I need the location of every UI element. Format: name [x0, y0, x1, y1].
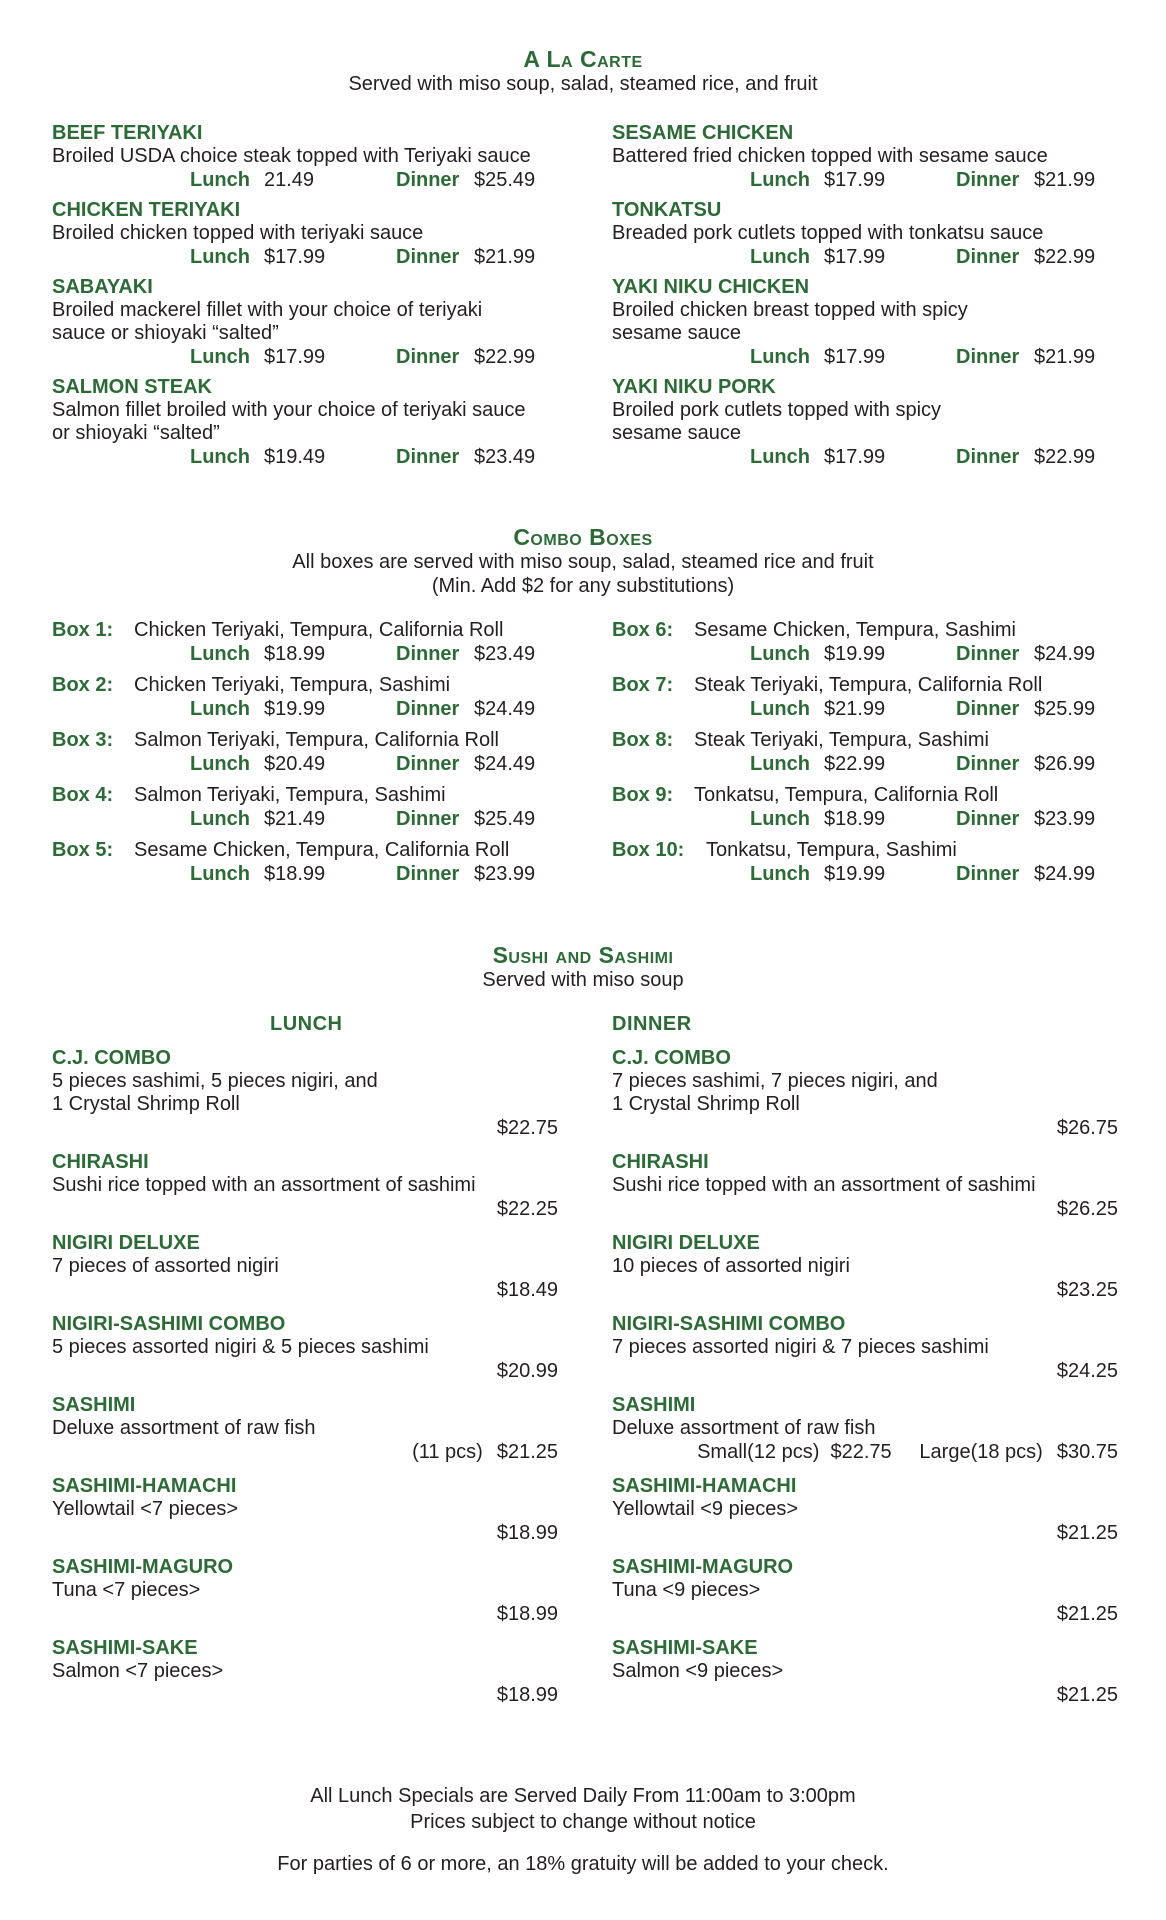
- lunch-price: 21.49: [264, 169, 315, 191]
- lunch-label: Lunch: [190, 446, 250, 468]
- price-row: [612, 697, 1132, 721]
- dinner-label: Dinner: [956, 446, 1020, 468]
- dinner-price: $23.49: [474, 446, 536, 468]
- price-row: [612, 862, 1132, 886]
- box-number: Box 7:: [612, 674, 674, 696]
- price-row: [52, 642, 572, 666]
- dinner-price: $23.99: [474, 863, 536, 885]
- item-name: TONKATSU: [612, 199, 722, 221]
- price-note: Small(12 pcs) $22.75 Large(18 pcs): [697, 1441, 1043, 1463]
- price-row: [52, 862, 572, 886]
- sushi-lunch-column: [52, 1012, 558, 1717]
- item-description: 7 pieces assorted nigiri & 7 pieces sashimi: [612, 1336, 989, 1358]
- lunch-price: $18.99: [264, 863, 326, 885]
- lunch-price: $18.99: [264, 643, 326, 665]
- lunch-label: Lunch: [750, 808, 810, 830]
- lunch-price: $19.49: [264, 446, 326, 468]
- item-description: or shioyaki “salted”: [52, 422, 220, 444]
- dinner-label: Dinner: [396, 863, 460, 885]
- sushi-item: [612, 1046, 1118, 1140]
- sushi-item: [52, 1150, 558, 1221]
- item-description: Tuna <9 pieces>: [612, 1579, 761, 1601]
- item-description: sesame sauce: [612, 322, 741, 344]
- combo-box-line: [52, 783, 572, 807]
- item-name: NIGIRI DELUXE: [612, 1232, 760, 1254]
- dinner-price: $25.49: [474, 808, 536, 830]
- dinner-price: $26.99: [1034, 753, 1096, 775]
- combo-right-column: [612, 618, 1132, 893]
- price-row: [612, 168, 1132, 192]
- item-description: Sushi rice topped with an assortment of sashimi: [52, 1174, 476, 1196]
- dinner-label: Dinner: [396, 246, 460, 268]
- dinner-price: $25.49: [474, 169, 536, 191]
- lunch-price: $19.99: [824, 643, 886, 665]
- combo-box-item: [612, 838, 1132, 886]
- lunch-price: $21.49: [264, 808, 326, 830]
- price-row: [52, 168, 572, 192]
- sushi-item: [612, 1231, 1118, 1302]
- gratuity-note: For parties of 6 or more, an 18% gratuity will be added to your check.: [277, 1853, 889, 1875]
- item-name: YAKI NIKU PORK: [612, 376, 776, 398]
- menu-item: [612, 198, 1132, 269]
- box-number: Box 5:: [52, 839, 114, 861]
- item-description: Salmon <7 pieces>: [52, 1660, 224, 1682]
- lunch-label: Lunch: [190, 643, 250, 665]
- dinner-label: Dinner: [956, 246, 1020, 268]
- combo-box-item: [52, 838, 572, 886]
- sushi-item: [52, 1231, 558, 1302]
- dinner-label: Dinner: [396, 169, 460, 191]
- sushi-item: [612, 1636, 1118, 1707]
- box-description: Tonkatsu, Tempura, Sashimi: [706, 839, 957, 861]
- item-description: Deluxe assortment of raw fish: [612, 1417, 876, 1439]
- item-name: CHICKEN TERIYAKI: [52, 199, 241, 221]
- item-name: SALMON STEAK: [52, 376, 212, 398]
- dinner-price: $22.99: [1034, 446, 1096, 468]
- sushi-sashimi-subtitle: Served with miso soup: [482, 969, 684, 991]
- price-row: [612, 807, 1132, 831]
- item-name: C.J. COMBO: [52, 1047, 171, 1069]
- price-row: [52, 1197, 558, 1221]
- item-name: YAKI NIKU CHICKEN: [612, 276, 810, 298]
- item-description: Broiled USDA choice steak topped with Teriyaki sauce: [52, 145, 531, 167]
- a-la-carte-left-column: [52, 121, 572, 475]
- item-description: Broiled mackerel fillet with your choice of teriyaki: [52, 299, 483, 321]
- lunch-label: Lunch: [190, 698, 250, 720]
- item-description: Sushi rice topped with an assortment of sashimi: [612, 1174, 1036, 1196]
- item-description: Yellowtail <9 pieces>: [612, 1498, 799, 1520]
- item-description: sauce or shioyaki “salted”: [52, 322, 279, 344]
- item-price: $24.25: [1056, 1360, 1118, 1382]
- item-name: SABAYAKI: [52, 276, 153, 298]
- lunch-label: Lunch: [190, 808, 250, 830]
- combo-box-line: [52, 673, 572, 697]
- sushi-item: [52, 1046, 558, 1140]
- price-row: [52, 697, 572, 721]
- lunch-price: $17.99: [824, 169, 886, 191]
- dinner-label: Dinner: [956, 346, 1020, 368]
- price-row: [612, 752, 1132, 776]
- menu-item: [612, 121, 1132, 192]
- box-number: Box 3:: [52, 729, 114, 751]
- item-name: SASHIMI-MAGURO: [612, 1556, 794, 1578]
- price-row: [52, 1521, 558, 1545]
- item-price: $22.25: [496, 1198, 558, 1220]
- price-row: [612, 345, 1132, 369]
- item-name: CHIRASHI: [612, 1151, 709, 1173]
- price-row: [52, 445, 572, 469]
- item-price: $18.99: [496, 1684, 558, 1706]
- combo-box-item: [612, 618, 1132, 666]
- dinner-label: Dinner: [396, 808, 460, 830]
- item-description: 1 Crystal Shrimp Roll: [612, 1093, 800, 1115]
- lunch-label: Lunch: [190, 346, 250, 368]
- lunch-label: Lunch: [190, 863, 250, 885]
- box-description: Steak Teriyaki, Tempura, Sashimi: [694, 729, 989, 751]
- item-description: 7 pieces sashimi, 7 pieces nigiri, and: [612, 1070, 938, 1092]
- item-price: $30.75: [1056, 1441, 1118, 1463]
- lunch-label: Lunch: [750, 446, 810, 468]
- combo-box-line: [52, 618, 572, 642]
- sushi-item: [612, 1555, 1118, 1626]
- dinner-label: Dinner: [396, 643, 460, 665]
- sushi-item: [52, 1474, 558, 1545]
- item-name: SESAME CHICKEN: [612, 122, 794, 144]
- item-name: SASHIMI: [612, 1394, 696, 1416]
- menu-item: [52, 121, 572, 192]
- item-description: Salmon fillet broiled with your choice of teriyaki sauce: [52, 399, 526, 421]
- item-name: CHIRASHI: [52, 1151, 149, 1173]
- item-description: Broiled chicken topped with teriyaki sauce: [52, 222, 424, 244]
- combo-box-item: [612, 728, 1132, 776]
- item-description: 10 pieces of assorted nigiri: [612, 1255, 850, 1277]
- item-price: $23.25: [1056, 1279, 1118, 1301]
- item-description: Broiled pork cutlets topped with spicy: [612, 399, 942, 421]
- lunch-price: $22.99: [824, 753, 886, 775]
- price-row: [612, 1278, 1118, 1302]
- item-description: sesame sauce: [612, 422, 741, 444]
- dinner-label: Dinner: [956, 169, 1020, 191]
- combo-left-column: [52, 618, 572, 893]
- lunch-label: Lunch: [190, 169, 250, 191]
- lunch-label: Lunch: [750, 169, 810, 191]
- lunch-label: Lunch: [750, 698, 810, 720]
- price-row: [612, 642, 1132, 666]
- item-description: Deluxe assortment of raw fish: [52, 1417, 316, 1439]
- price-row: [612, 1440, 1118, 1464]
- box-description: Tonkatsu, Tempura, California Roll: [694, 784, 999, 806]
- menu-item: [52, 198, 572, 269]
- combo-box-line: [612, 728, 1132, 752]
- lunch-price: $19.99: [264, 698, 326, 720]
- dinner-label: Dinner: [396, 753, 460, 775]
- item-price: $21.25: [1056, 1684, 1118, 1706]
- price-row: [612, 1359, 1118, 1383]
- item-price: $18.99: [496, 1522, 558, 1544]
- item-name: SASHIMI-SAKE: [612, 1637, 758, 1659]
- item-name: SASHIMI-HAMACHI: [52, 1475, 237, 1497]
- item-name: NIGIRI DELUXE: [52, 1232, 200, 1254]
- item-price: $22.75: [496, 1117, 558, 1139]
- price-row: [52, 345, 572, 369]
- box-description: Steak Teriyaki, Tempura, California Roll: [694, 674, 1043, 696]
- combo-boxes-title: Combo Boxes: [513, 524, 653, 550]
- lunch-price: $17.99: [264, 246, 326, 268]
- sushi-item: [612, 1393, 1118, 1464]
- item-price: $26.75: [1056, 1117, 1118, 1139]
- item-price: $26.25: [1056, 1198, 1118, 1220]
- dinner-heading: DINNER: [612, 1013, 692, 1035]
- price-row: [612, 1683, 1118, 1707]
- dinner-label: Dinner: [956, 698, 1020, 720]
- dinner-price: $24.99: [1034, 863, 1096, 885]
- lunch-label: Lunch: [750, 246, 810, 268]
- price-row: [52, 1602, 558, 1626]
- sushi-item: [52, 1393, 558, 1464]
- lunch-heading: LUNCH: [270, 1013, 343, 1035]
- lunch-label: Lunch: [750, 863, 810, 885]
- price-row: [52, 1683, 558, 1707]
- lunch-label: Lunch: [750, 753, 810, 775]
- dinner-label: Dinner: [396, 446, 460, 468]
- lunch-price: $17.99: [264, 346, 326, 368]
- price-row: [612, 1116, 1118, 1140]
- dinner-price: $22.99: [1034, 246, 1096, 268]
- item-description: Battered fried chicken topped with sesame sauce: [612, 145, 1048, 167]
- item-name: SASHIMI-MAGURO: [52, 1556, 234, 1578]
- a-la-carte-right-column: [612, 121, 1132, 475]
- box-number: Box 8:: [612, 729, 674, 751]
- item-name: SASHIMI-HAMACHI: [612, 1475, 797, 1497]
- sushi-dinner-column: [612, 1012, 1118, 1717]
- price-row: [52, 1278, 558, 1302]
- box-number: Box 10:: [612, 839, 685, 861]
- lunch-price: $20.49: [264, 753, 326, 775]
- combo-box-line: [52, 838, 572, 862]
- item-description: Tuna <7 pieces>: [52, 1579, 201, 1601]
- lunch-label: Lunch: [190, 246, 250, 268]
- price-row: [52, 1359, 558, 1383]
- a-la-carte-title: A La Carte: [523, 46, 643, 72]
- combo-box-item: [52, 673, 572, 721]
- price-row: [612, 245, 1132, 269]
- combo-box-item: [52, 618, 572, 666]
- item-name: NIGIRI-SASHIMI COMBO: [52, 1313, 286, 1335]
- price-row: [52, 807, 572, 831]
- lunch-label: Lunch: [190, 753, 250, 775]
- combo-box-line: [612, 783, 1132, 807]
- price-row: [612, 1197, 1118, 1221]
- item-description: 7 pieces of assorted nigiri: [52, 1255, 279, 1277]
- price-row: [52, 245, 572, 269]
- item-description: 5 pieces sashimi, 5 pieces nigiri, and: [52, 1070, 378, 1092]
- sushi-item: [612, 1474, 1118, 1545]
- box-description: Chicken Teriyaki, Tempura, California Roll: [134, 619, 504, 641]
- combo-box-line: [612, 618, 1132, 642]
- combo-box-item: [612, 673, 1132, 721]
- lunch-hours-note: All Lunch Specials are Served Daily From 11:00am to 3:00pm: [310, 1785, 856, 1807]
- combo-box-item: [612, 783, 1132, 831]
- item-price: $20.99: [496, 1360, 558, 1382]
- dinner-price: $22.99: [474, 346, 536, 368]
- box-number: Box 4:: [52, 784, 114, 806]
- lunch-label: Lunch: [750, 346, 810, 368]
- item-price: $18.49: [496, 1279, 558, 1301]
- menu-item: [52, 275, 572, 369]
- item-description: 5 pieces assorted nigiri & 5 pieces sashimi: [52, 1336, 429, 1358]
- price-note: (11 pcs): [412, 1441, 483, 1463]
- dinner-label: Dinner: [396, 698, 460, 720]
- item-name: NIGIRI-SASHIMI COMBO: [612, 1313, 846, 1335]
- dinner-price: $24.99: [1034, 643, 1096, 665]
- item-description: Broiled chicken breast topped with spicy: [612, 299, 968, 321]
- box-description: Salmon Teriyaki, Tempura, California Roll: [134, 729, 499, 751]
- sushi-item: [612, 1150, 1118, 1221]
- item-description: 1 Crystal Shrimp Roll: [52, 1093, 240, 1115]
- sushi-sashimi-title: Sushi and Sashimi: [492, 942, 674, 968]
- lunch-price: $17.99: [824, 246, 886, 268]
- dinner-price: $21.99: [1034, 169, 1096, 191]
- item-name: C.J. COMBO: [612, 1047, 731, 1069]
- price-change-note: Prices subject to change without notice: [410, 1811, 756, 1833]
- box-description: Chicken Teriyaki, Tempura, Sashimi: [134, 674, 451, 696]
- combo-boxes-subtitle: All boxes are served with miso soup, salad, steamed rice and fruit: [292, 551, 874, 573]
- combo-boxes-note: (Min. Add $2 for any substitutions): [431, 575, 735, 597]
- box-description: Sesame Chicken, Tempura, California Roll: [134, 839, 510, 861]
- sushi-item: [52, 1312, 558, 1383]
- lunch-price: $21.99: [824, 698, 886, 720]
- item-price: $21.25: [1056, 1603, 1118, 1625]
- box-number: Box 2:: [52, 674, 114, 696]
- a-la-carte-subtitle: Served with miso soup, salad, steamed rice, and fruit: [348, 73, 818, 95]
- dinner-label: Dinner: [956, 643, 1020, 665]
- dinner-price: $23.49: [474, 643, 536, 665]
- price-row: [52, 1116, 558, 1140]
- item-name: BEEF TERIYAKI: [52, 122, 203, 144]
- combo-box-item: [52, 783, 572, 831]
- price-row: [52, 1440, 558, 1464]
- price-row: [52, 752, 572, 776]
- price-row: [612, 1602, 1118, 1626]
- dinner-price: $21.99: [474, 246, 536, 268]
- lunch-label: Lunch: [750, 643, 810, 665]
- item-description: Salmon <9 pieces>: [612, 1660, 784, 1682]
- price-row: [612, 1521, 1118, 1545]
- dinner-price: $21.99: [1034, 346, 1096, 368]
- lunch-price: $17.99: [824, 446, 886, 468]
- item-description: Breaded pork cutlets topped with tonkatsu sauce: [612, 222, 1044, 244]
- box-description: Salmon Teriyaki, Tempura, Sashimi: [134, 784, 446, 806]
- combo-box-item: [52, 728, 572, 776]
- box-description: Sesame Chicken, Tempura, Sashimi: [694, 619, 1016, 641]
- dinner-label: Dinner: [956, 753, 1020, 775]
- item-price: $21.25: [1056, 1522, 1118, 1544]
- dinner-label: Dinner: [956, 863, 1020, 885]
- box-number: Box 1:: [52, 619, 114, 641]
- box-number: Box 6:: [612, 619, 674, 641]
- item-name: SASHIMI: [52, 1394, 136, 1416]
- lunch-price: $17.99: [824, 346, 886, 368]
- item-price: $21.25: [496, 1441, 558, 1463]
- combo-box-line: [52, 728, 572, 752]
- dinner-price: $24.49: [474, 698, 536, 720]
- sushi-item: [52, 1636, 558, 1707]
- sushi-item: [52, 1555, 558, 1626]
- dinner-label: Dinner: [396, 346, 460, 368]
- dinner-price: $24.49: [474, 753, 536, 775]
- dinner-price: $23.99: [1034, 808, 1096, 830]
- combo-box-line: [612, 838, 1132, 862]
- combo-box-line: [612, 673, 1132, 697]
- menu-item: [612, 275, 1132, 369]
- box-number: Box 9:: [612, 784, 674, 806]
- sushi-item: [612, 1312, 1118, 1383]
- lunch-price: $19.99: [824, 863, 886, 885]
- item-description: Yellowtail <7 pieces>: [52, 1498, 239, 1520]
- price-row: [612, 445, 1132, 469]
- dinner-label: Dinner: [956, 808, 1020, 830]
- dinner-price: $25.99: [1034, 698, 1096, 720]
- menu-item: [612, 375, 1132, 469]
- menu-item: [52, 375, 572, 469]
- item-name: SASHIMI-SAKE: [52, 1637, 198, 1659]
- item-price: $18.99: [496, 1603, 558, 1625]
- lunch-price: $18.99: [824, 808, 886, 830]
